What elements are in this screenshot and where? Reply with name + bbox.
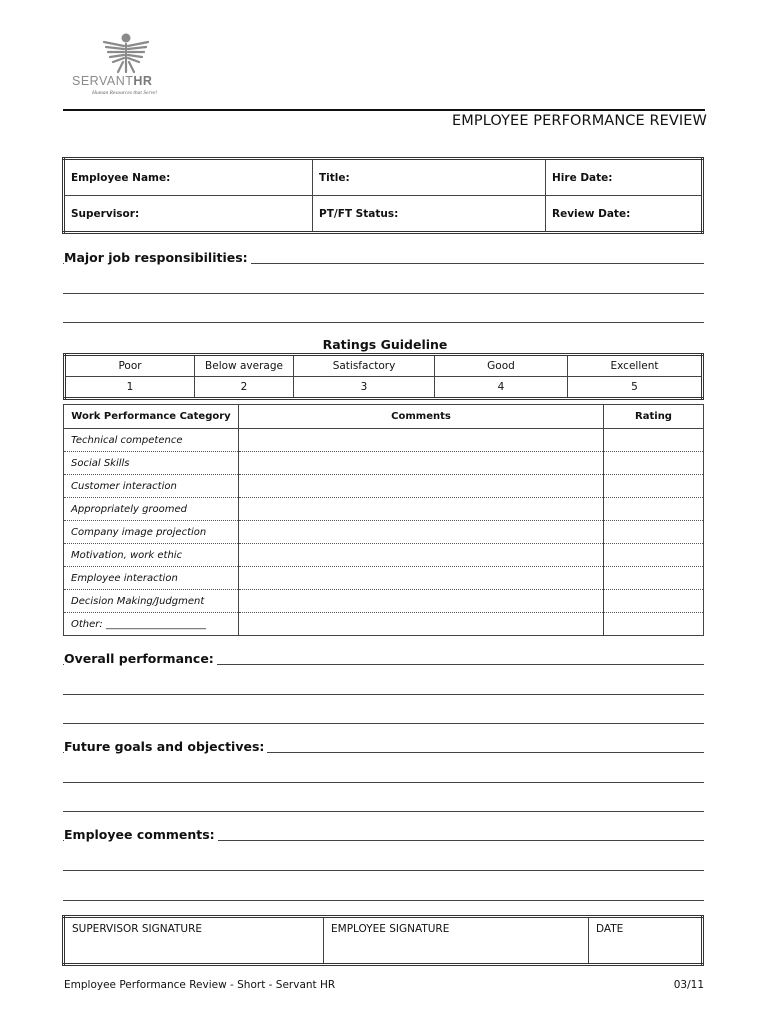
category-social-skills: Social Skills	[64, 452, 239, 475]
rating-cell[interactable]	[604, 567, 704, 590]
rating-cell[interactable]	[604, 590, 704, 613]
category-appropriately-groomed: Appropriately groomed	[64, 498, 239, 521]
title-field[interactable]: Title:	[313, 159, 546, 196]
rating-cell[interactable]	[604, 498, 704, 521]
table-row	[64, 613, 704, 636]
major-responsibilities-line-2[interactable]	[63, 293, 704, 294]
table-row	[64, 429, 704, 452]
rating-header: Rating	[604, 405, 704, 429]
table-row	[64, 498, 704, 521]
comments-cell[interactable]	[239, 544, 604, 567]
comments-cell[interactable]	[239, 475, 604, 498]
future-goals-label: Future goals and objectives:	[64, 739, 267, 754]
ratings-guideline-table	[63, 353, 704, 400]
rating-value-5: 5	[568, 377, 703, 399]
rating-label-below-average: Below average	[195, 355, 294, 377]
logo-wordmark: SERVANTHR	[72, 74, 153, 88]
rating-label-good: Good	[435, 355, 568, 377]
footer-revision-date: 03/11	[673, 979, 704, 991]
rating-value-1: 1	[65, 377, 195, 399]
overall-performance-label: Overall performance:	[64, 651, 217, 666]
title-divider	[63, 109, 705, 111]
category-decision-making: Decision Making/Judgment	[64, 590, 239, 613]
employee-comments-line-2[interactable]	[63, 870, 704, 871]
rating-value-2: 2	[195, 377, 294, 399]
category-customer-interaction: Customer interaction	[64, 475, 239, 498]
comments-cell[interactable]	[239, 567, 604, 590]
rating-value-4: 4	[435, 377, 568, 399]
logo-tagline: Human Resources that Serve!	[92, 90, 158, 96]
future-goals-line-3[interactable]	[63, 811, 704, 812]
overall-performance-line-3[interactable]	[63, 723, 704, 724]
company-logo	[68, 32, 188, 100]
hire-date-field[interactable]: Hire Date:	[546, 159, 703, 196]
employee-info-table	[62, 157, 704, 234]
rating-cell[interactable]	[604, 475, 704, 498]
review-date-field[interactable]: Review Date:	[546, 196, 703, 233]
category-company-image-projection: Company image projection	[64, 521, 239, 544]
category-employee-interaction: Employee interaction	[64, 567, 239, 590]
ratings-guideline-title: Ratings Guideline	[322, 337, 448, 352]
supervisor-field[interactable]: Supervisor:	[64, 196, 313, 233]
employee-comments-label: Employee comments:	[64, 827, 218, 842]
table-row	[64, 590, 704, 613]
comments-cell[interactable]	[239, 452, 604, 475]
date-field[interactable]: DATE	[589, 917, 703, 965]
rating-label-poor: Poor	[65, 355, 195, 377]
comments-cell[interactable]	[239, 590, 604, 613]
major-responsibilities-line-3[interactable]	[63, 322, 704, 323]
rating-value-3: 3	[294, 377, 435, 399]
rating-cell[interactable]	[604, 613, 704, 636]
signature-table	[62, 915, 704, 966]
page-title: EMPLOYEE PERFORMANCE REVIEW	[452, 113, 707, 129]
rating-cell[interactable]	[604, 521, 704, 544]
employee-name-field[interactable]: Employee Name:	[64, 159, 313, 196]
overall-performance-line-2[interactable]	[63, 694, 704, 695]
rating-cell[interactable]	[604, 544, 704, 567]
employee-signature-field[interactable]: EMPLOYEE SIGNATURE	[324, 917, 589, 965]
table-row	[64, 544, 704, 567]
comments-header: Comments	[239, 405, 604, 429]
table-row	[64, 521, 704, 544]
rating-label-excellent: Excellent	[568, 355, 703, 377]
supervisor-signature-field[interactable]: SUPERVISOR SIGNATURE	[64, 917, 324, 965]
future-goals-line-2[interactable]	[63, 782, 704, 783]
category-technical-competence: Technical competence	[64, 429, 239, 452]
pt-ft-status-field[interactable]: PT/FT Status:	[313, 196, 546, 233]
work-performance-table	[63, 404, 704, 636]
comments-cell[interactable]	[239, 521, 604, 544]
category-other[interactable]: Other: ____________________	[64, 613, 239, 636]
category-header: Work Performance Category	[64, 405, 239, 429]
comments-cell[interactable]	[239, 498, 604, 521]
servant-hr-figure-logo-icon	[98, 32, 158, 76]
comments-cell[interactable]	[239, 613, 604, 636]
major-responsibilities-label: Major job responsibilities:	[64, 250, 251, 265]
category-motivation-work-ethic: Motivation, work ethic	[64, 544, 239, 567]
table-row	[64, 452, 704, 475]
rating-cell[interactable]	[604, 429, 704, 452]
table-row	[64, 475, 704, 498]
rating-cell[interactable]	[604, 452, 704, 475]
footer-document-name: Employee Performance Review - Short - Servant HR	[64, 979, 336, 991]
rating-label-satisfactory: Satisfactory	[294, 355, 435, 377]
comments-cell[interactable]	[239, 429, 604, 452]
employee-comments-line-3[interactable]	[63, 900, 704, 901]
table-row	[64, 567, 704, 590]
